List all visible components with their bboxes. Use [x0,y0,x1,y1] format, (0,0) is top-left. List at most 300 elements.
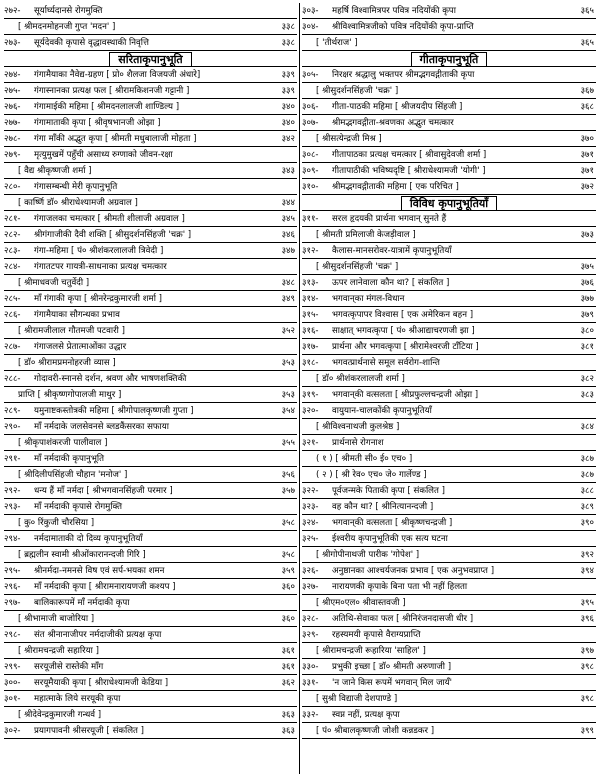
section-heading [302,195,596,211]
entry-title: [ कु० रिंकुजी चौरसिया ] [18,518,95,528]
entry-number: २८५- [4,294,21,304]
entry-title: सरयूजीसे रास्तेकी माँग [34,662,104,672]
entry-number: २९८- [4,630,21,640]
entry-title: [ डॉ० श्रीशंकरलालजी शर्मा ] [316,374,405,384]
entry-title: महात्माके लिये सरयूकी कृपा [34,694,121,704]
entry-number: ३२६- [302,566,319,576]
page-number: ३४५ [281,214,295,224]
entry-title: गंगाजलसे प्रेतात्माओंका उद्धार [34,342,127,352]
section-title: सरिताकृपानुभूति [109,52,191,67]
toc-entry-continuation [302,35,596,51]
page-number: ३५३ [281,358,295,368]
toc-entry [4,579,297,595]
toc-entry-continuation [302,643,596,659]
entry-title: नारायणकी कृपाके बिना पता भी नहीं हिलता [332,582,468,592]
toc-entry [4,83,297,99]
entry-number: ३३२- [302,710,319,720]
entry-title: वायुयान-चालकोंकी कृपानुभूतियाँ [332,406,432,416]
toc-entry [302,19,596,35]
page-number: ३४२ [281,134,295,144]
page-number: ३८२ [580,374,594,384]
entry-number: २८१- [4,214,21,224]
entry-title: प्रार्थना और भगवत्कृपा [ श्रीरामेश्वरजी टाँटिया ] [332,342,479,352]
entry-title: [ श्रीविश्वनाथजी कुलश्रेष्ठ ] [316,422,400,432]
toc-entry-continuation [302,723,596,739]
toc-entry [4,259,297,275]
entry-number: २८२- [4,230,21,240]
toc-entry [4,243,297,259]
page-number: ३८१ [580,342,594,352]
toc-right-column [302,3,596,774]
toc-entry [4,67,297,83]
entry-number: २९५- [4,566,21,576]
page-number: ३८९ [580,502,594,512]
entry-title: माँ गंगाकी कृपा [ श्रीनरेन्द्रकुमारजी शर्मा ] [34,294,162,304]
page-number: ३४७ [281,246,295,256]
toc-entry-continuation [4,195,297,211]
toc-entry [4,675,297,691]
toc-entry-continuation [302,595,596,611]
page-number: ३४० [281,102,295,112]
toc-entry-continuation [4,611,297,627]
entry-title: [ श्रीभामाजी बाजोरिया ] [18,614,95,624]
section-heading [4,51,297,67]
entry-number: ३०७- [302,118,319,128]
entry-title: धन्य हैं माँ नर्मदा [ श्रीभगवानसिंहजी परमार ] [34,486,173,496]
entry-number: २७२- [4,6,21,16]
toc-entry-continuation [4,387,297,403]
entry-title: ऊपर लानेवाला कौन था? [ संकलित ] [332,278,450,288]
page-number: ३६१ [281,662,295,672]
entry-title: 'न जाने किस रूपमें भगवान् मिल जायँ' [332,678,453,688]
entry-title: [ सुश्री विद्याजी देशपाण्डे ] [316,694,398,704]
toc-entry [302,611,596,627]
page-number: ३७७ [580,294,594,304]
toc-entry [302,99,596,115]
toc-page [4,3,596,774]
entry-title: गंगातटपर गायत्री-साधनाका प्रत्यक्ष चमत्कार [34,262,167,272]
page-number: ३६५ [580,38,594,48]
entry-title: [ श्रीसत्येन्द्रजी मिश्र ] [316,134,382,144]
toc-entry [302,435,596,451]
entry-number: २७८- [4,134,21,144]
entry-title: [ 'तीर्थराज' ] [316,38,358,48]
entry-number: ३२७- [302,582,319,592]
entry-number: २७५- [4,86,21,96]
toc-entry-continuation [302,547,596,563]
toc-entry-continuation [4,355,297,371]
entry-title: संत श्रीनानाजीपर नर्मदाजीकी प्रत्यक्ष कृपा [34,630,162,640]
entry-title: [ पं० श्रीबालकृष्णजी जोशी कन्नडकर ] [316,726,435,736]
entry-title: [ श्रीगोपीनाथजी पारीक 'गोपेश' ] [316,550,420,560]
toc-entry-continuation [302,691,596,707]
page-number: ३६३ [281,726,295,736]
page-number: ३४९ [281,294,295,304]
page-number: ३६० [281,582,295,592]
entry-title: अतिथि-सेवाका फल [ श्रीनिरंजनदासजी धीर ] [332,614,474,624]
toc-entry-continuation [4,163,297,179]
entry-title: स्वप्न नहीं, प्रत्यक्ष कृपा [332,710,400,720]
toc-entry [4,659,297,675]
entry-title: मृत्युमुखमें पहुँची असाध्य रुग्णाको जीवन-रक्षा [34,150,173,160]
toc-entry [4,691,297,707]
entry-number: २९१- [4,454,21,464]
page-number: ३७१ [580,166,594,176]
entry-number: ३०३- [302,6,319,16]
entry-number: ३२०- [302,406,319,416]
entry-number: २८४- [4,262,21,272]
page-number: ३८३ [580,390,594,400]
entry-title: भगवान्‌की वत्सलता [ श्रीप्रफुल्लचन्द्रजी ओझा ] [332,390,479,400]
entry-title: श्रीगंगाजीकी दैवी शक्ति [ श्रीसुदर्शनसिंहजी 'चक्र' ] [34,230,192,240]
entry-title: गंगामैयाका नैवेद्य-ग्रहण [ प्रो० शैलजा विजयजी अंधारे] [34,70,201,80]
toc-entry [302,211,596,227]
entry-title: प्रार्थनासे रोगनाश [332,438,384,448]
page-number: ३९६ [580,614,594,624]
toc-entry-continuation [302,227,596,243]
entry-number: २९६- [4,582,21,592]
page-number: ३९८ [580,662,594,672]
toc-entry [4,3,297,19]
entry-title: माँ नर्मदाकी कृपासे रोगमुक्ति [34,502,123,512]
toc-entry [4,179,297,195]
toc-entry [4,147,297,163]
toc-entry-continuation [4,547,297,563]
entry-number: ३२८- [302,614,319,624]
page-number: ३६१ [281,646,295,656]
page-number: ३६३ [281,710,295,720]
page-number: ३६० [281,614,295,624]
toc-entry [4,403,297,419]
toc-entry-continuation [302,467,596,483]
page-number: ३६७ [580,86,594,96]
entry-number: २८३- [4,246,21,256]
page-number: ३७१ [580,150,594,160]
toc-entry [4,99,297,115]
entry-number: ३२४- [302,518,319,528]
entry-title: [ कार्ष्णि डॉ० श्रीराधेश्यामजी अग्रवाल ] [18,198,138,208]
entry-number: २७६- [4,102,21,112]
entry-title: [ श्रीमाधवजी चतुर्वेदी ] [18,278,90,288]
toc-entry [4,131,297,147]
page-number: ३९७ [580,646,594,656]
toc-left-column [4,3,297,774]
entry-title: गोदावरी-स्नानसे दर्शन, श्रवण और भाषणशक्तिकी [34,374,187,384]
page-number: ३३८ [281,22,295,32]
toc-entry-continuation [302,259,596,275]
entry-title: गंगास्नानका प्रत्यक्ष फल [ श्रीरामकिशनजी गट्टानी ] [34,86,190,96]
entry-title: [ श्रीकृपाशंकरजी पालीवाल ] [18,438,108,448]
entry-number: २९९- [4,662,21,672]
entry-number: ३११- [302,214,319,224]
entry-title: गीतापाठका प्रत्यक्ष चमत्कार [ श्रीवासुदेवजी शर्मा ] [332,150,487,160]
entry-title: गंगा-महिमा [ पं० श्रीशंकरलालजी त्रिवेदी ] [34,246,164,256]
toc-entry [4,211,297,227]
toc-entry-continuation [4,643,297,659]
section-title: विविध कृपानुभूतियाँ [401,196,497,211]
entry-title: गंगाजलका चमत्कार [ श्रीमती शीलाजी अग्रवाल ] [34,214,185,224]
page-number: ३५५ [281,438,295,448]
toc-entry [302,307,596,323]
entry-number: ३२९- [302,630,319,640]
entry-number: ३२५- [302,534,319,544]
entry-number: २८०- [4,182,21,192]
entry-title: वह कौन था? [ श्रीनित्यानन्दजी ] [332,502,434,512]
page-number: ३५८ [281,518,295,528]
entry-number: ३३०- [302,662,319,672]
entry-number: ३२२- [302,486,319,496]
page-number: ३५६ [281,470,295,480]
toc-entry-continuation [4,323,297,339]
entry-title: [ श्रीमती प्रमिलाजी केजड़ीवाल ] [316,230,416,240]
entry-number: ३०१- [4,694,21,704]
toc-entry-continuation [302,371,596,387]
entry-number: २७४- [4,70,21,80]
toc-entry-continuation [302,419,596,435]
toc-entry [4,371,297,387]
entry-title: कैलास-मानसरोवर-यात्रामें कृपानुभूतियाँ [332,246,452,256]
toc-entry [4,451,297,467]
page-number: ३९९ [580,726,594,736]
entry-number: ३०२- [4,726,21,736]
toc-entry [4,307,297,323]
entry-title: रहस्यमयी कृपासे वैराग्यप्राप्ति [332,630,421,640]
page-number: ३४३ [281,166,295,176]
entry-title: प्राप्ति [ श्रीकृष्णगोपालजी माथुर ] [18,390,122,400]
entry-number: ३३१- [302,678,319,688]
entry-title: ( २ ) [ श्री रेव० एच० जे० गार्लेण्ड ] [316,470,427,480]
page-number: ३८४ [580,422,594,432]
toc-entry [302,707,596,723]
entry-title: श्रीविश्वामित्रजीको पवित्र नदियोंकी कृपा-प्राप्ति [332,22,474,32]
toc-entry [302,403,596,419]
entry-number: २७७- [4,118,21,128]
entry-title: श्रीमद्भगवद्गीताकी महिमा [ एक परिचित ] [332,182,459,192]
toc-entry [302,387,596,403]
entry-title: प्रयागपावनी श्रीसरयूजी [ संकलित ] [34,726,145,736]
entry-number: २८९- [4,406,21,416]
entry-title: निरक्षर श्रद्धालु भक्तपर श्रीमद्भगवद्गीताकी कृपा [332,70,475,80]
toc-entry [302,627,596,643]
page-number: ३३९ [281,70,295,80]
page-number: ३६८ [580,102,594,112]
toc-entry [302,3,596,19]
toc-entry-continuation [302,83,596,99]
toc-entry [302,147,596,163]
page-number: ३५२ [281,326,295,336]
toc-entry [302,67,596,83]
toc-entry [302,291,596,307]
toc-entry [4,35,297,51]
toc-entry [302,579,596,595]
entry-number: ३२१- [302,438,319,448]
entry-number: २९७- [4,598,21,608]
page-number: ३३८ [281,38,295,48]
toc-entry [302,483,596,499]
page-number: ३७३ [580,230,594,240]
entry-title: [ श्रीरामजीलाल गौतमजी पटवारी ] [18,326,125,336]
toc-entry [302,323,596,339]
page-number: ३५७ [281,486,295,496]
section-heading [302,51,596,67]
toc-entry [302,675,596,691]
page-number: ३८७ [580,454,594,464]
entry-title: गीतापाठीकी भविष्यदृष्टि [ श्रीराधेश्यामजी 'योगी' ] [332,166,486,176]
entry-title: [ श्रीसुदर्शनसिंहजी 'चक्र' ] [316,86,399,96]
entry-number: ३१०- [302,182,319,192]
entry-number: ३००- [4,678,21,688]
toc-entry-continuation [302,451,596,467]
entry-title: सरयूमैयाकी कृपा [ श्रीराधेश्यामजी केडिया ] [34,678,169,688]
toc-entry [302,499,596,515]
entry-number: ३१६- [302,326,319,336]
toc-entry-continuation [302,131,596,147]
entry-title: [ श्रीसुदर्शनसिंहजी 'चक्र' ] [316,262,399,272]
page-number: ३९५ [580,598,594,608]
section-title: गीताकृपानुभूति [411,52,488,67]
entry-title: सरल हृदयकी प्रार्थना भगवान् सुनते हैं [332,214,447,224]
toc-entry [4,723,297,739]
toc-entry-continuation [4,707,297,723]
entry-title: अनुष्ठानका आश्चर्यजनक प्रभाव [ एक अनुभवप्राप्त ] [332,566,495,576]
entry-number: २८६- [4,310,21,320]
entry-number: २७३- [4,38,21,48]
entry-title: माँ नर्मदाकी कृपानुभूति [34,454,104,464]
entry-title: माँ नर्मदाकी कृपा [ श्रीरामनारायणजी कश्यप ] [34,582,176,592]
entry-title: गंगामैयाका सौगन्धका प्रभाव [34,310,120,320]
entry-number: ३१४- [302,294,319,304]
entry-number: २७९- [4,150,21,160]
entry-title: श्रीमद्भगवद्गीता-श्रवणका अद्भुत चमत्कार [332,118,454,128]
entry-number: ३२३- [302,502,319,512]
page-number: ३६२ [281,678,295,688]
page-number: ३५३ [281,390,295,400]
entry-title: नर्मदामाताकी दो दिव्य कृपानुभूतियाँ [34,534,143,544]
entry-number: २९०- [4,422,21,432]
entry-title: [ श्रीरामचन्द्रजी सहारिया ] [18,646,99,656]
page-number: ३५९ [281,566,295,576]
toc-entry-continuation [4,435,297,451]
toc-entry [4,499,297,515]
toc-entry [4,339,297,355]
page-number: ३७२ [580,182,594,192]
page-number: ३९८ [580,694,594,704]
page-number: ३९० [580,518,594,528]
page-number: ३५८ [281,550,295,560]
entry-number: २८७- [4,342,21,352]
entry-title: गीता-पाठकी महिमा [ श्रीजयदीप सिंहजी ] [332,102,463,112]
page-number: ३८८ [580,486,594,496]
page-number: ३८० [580,326,594,336]
entry-number: ३०८- [302,150,319,160]
entry-title: ( १ ) [ श्रीमती सी० ई० एच० ] [316,454,413,464]
entry-title: प्रभुकी इच्छा [ डॉ० श्रीमती अरुणाजी ] [332,662,452,672]
page-number: ३४४ [281,198,295,208]
toc-entry [4,627,297,643]
entry-number: ३१२- [302,246,319,256]
toc-entry-continuation [4,275,297,291]
toc-entry-continuation [4,515,297,531]
column-divider [299,3,300,774]
toc-entry [302,115,596,131]
page-number: ३६५ [580,6,594,16]
toc-entry [4,419,297,435]
entry-number: ३१८- [302,358,319,368]
toc-entry [302,275,596,291]
entry-title: बालिकारूपमें माँ नर्मदाकी कृपा [34,598,130,608]
entry-number: ३०६- [302,102,319,112]
entry-title: गंगामाईकी महिमा [ श्रीमदनलालजी शाण्डिल्य ] [34,102,180,112]
entry-number: ३१७- [302,342,319,352]
entry-number: ३०५- [302,70,319,80]
toc-entry [302,355,596,371]
entry-title: श्रीनर्मदा-नमनसे विष एवं सर्प-भयका शमन [34,566,165,576]
entry-number: २९४- [4,534,21,544]
page-number: ३७६ [580,278,594,288]
entry-title: माँ नर्मदाके जलसेवनसे ब्लडकैंसरका सफाया [34,422,169,432]
toc-entry [302,531,596,547]
entry-number: २९३- [4,502,21,512]
entry-title: [ ब्रह्मलीन स्वामी श्रीओंकारानन्दजी गिरि ] [18,550,146,560]
toc-entry [302,243,596,259]
entry-title: ईश्वरीय कृपानुभूतिकी एक सत्य घटना [332,534,448,544]
entry-title: गंगामाताकी कृपा [ श्रीवृषभानजी ओझा ] [34,118,161,128]
entry-number: ३१९- [302,390,319,400]
page-number: ३७५ [580,262,594,272]
page-number: ३४० [281,118,295,128]
entry-title: साक्षात् भगवत्कृपा [ पं० श्रीआद्याचरणजी झा ] [332,326,475,336]
toc-entry [4,115,297,131]
entry-title: भगवान्‌का मंगल-विधान [332,294,405,304]
entry-number: ३१३- [302,278,319,288]
entry-title: गंगासम्बन्धी मेरी कृपानुभूति [34,182,118,192]
entry-title: [ श्रीरामचन्द्रजी रूहारिया 'साहिल' ] [316,646,426,656]
entry-title: गंगा माँकी अद्भुत कृपा [ श्रीमती मधुबालाजी मोहता ] [34,134,197,144]
toc-entry [302,179,596,195]
toc-entry [302,563,596,579]
entry-title: [ श्रीदेवेन्द्रकुमारजी गन्धर्व ] [18,710,102,720]
page-number: ३९२ [580,550,594,560]
toc-entry [302,515,596,531]
entry-title: महर्षि विश्वामित्रपर पवित्र नदियोंकी कृपा [332,6,456,16]
toc-entry [4,483,297,499]
entry-number: २८८- [4,374,21,384]
toc-entry-continuation [4,19,297,35]
toc-entry [4,227,297,243]
page-number: ३४६ [281,230,295,240]
page-number: ३८७ [580,470,594,480]
entry-number: ३१५- [302,310,319,320]
toc-entry [4,291,297,307]
entry-title: पूर्वजन्मके पिताकी कृपा [ संकलित ] [332,486,445,496]
page-number: ३९४ [580,566,594,576]
entry-number: २९२- [4,486,21,496]
entry-title: भगवत्प्रार्थनासे समूल सर्वरोग-शान्ति [332,358,440,368]
entry-title: [ डॉ० श्रीरामप्रमनोहरजी व्यास ] [18,358,116,368]
entry-title: सूर्यार्घ्यदानसे रोगमुक्ति [34,6,103,16]
entry-title: [ वैद्य श्रीकृष्णजी शर्मा ] [18,166,92,176]
toc-entry [4,595,297,611]
page-number: ३७० [580,134,594,144]
page-number: ३४८ [281,278,295,288]
toc-entry-continuation [4,467,297,483]
entry-number: ३०४- [302,22,319,32]
entry-title: भगवान्‌की वत्सलता [ श्रीकृष्णचन्द्रजी ] [332,518,453,528]
toc-entry [4,531,297,547]
entry-title: सूर्यदेवकी कृपासे वृद्धावस्थाकी निवृत्ति [34,38,149,48]
entry-title: भगवत्कृपापर विश्वास [ एक अमेरिकन बहन ] [332,310,474,320]
toc-entry [302,339,596,355]
